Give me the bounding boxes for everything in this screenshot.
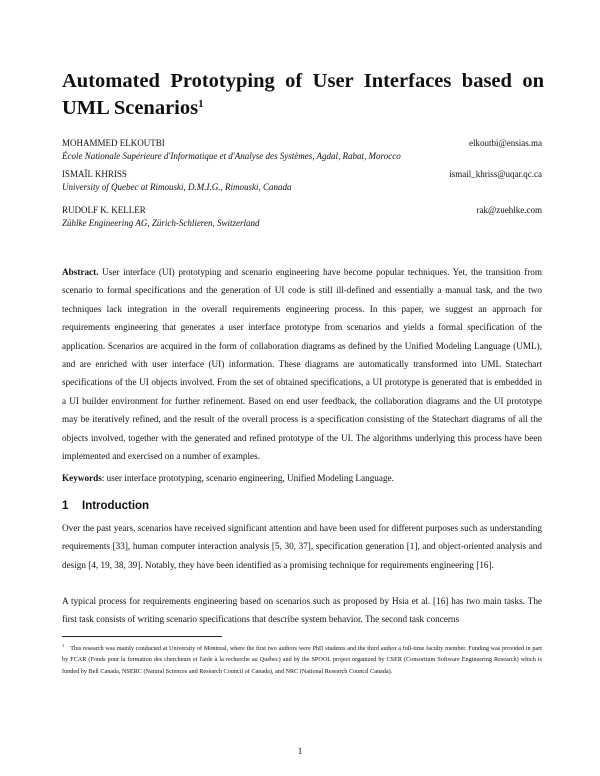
keywords-text: : user interface prototyping, scenario engineering, Unified Modeling Language. [101,473,394,483]
author-block-1 [62,137,542,163]
footnote [62,640,542,677]
section-heading [62,500,149,512]
keywords-label: Keywords [62,473,102,483]
footnote-text: This research was mainly conducted at University of Montreal, where the first two authors were PhD students and the third author a full-time faculty member. Funding was provided in part by FCAR (Fonds pour la formation des chercheurs et l'aide à la recherche au Québec) and by the SPOOL project organized by CSER (Consortium Software Engineering Research) which is funded by Bell Canada, NSERC (Natural Sciences and Research Council of Canada), and NRC (National Research Council Canada). [62,645,542,675]
section-number: 1 [62,500,69,512]
author-block-2 [62,168,542,194]
intro-paragraph-2: A typical process for requirements engineering based on scenarios such as proposed by Hsia et al. [16] has two main tasks. The first task consists of writing scenario specifications that describe system behavior. The second task concerns [62,596,542,625]
author-block-3 [62,204,542,230]
author-email: elkoutbi@ensias.ma [468,138,542,148]
author-name: ISMAÏL KHRISS [62,169,127,179]
author-email: ismail_khriss@uqar.qc.ca [449,169,542,179]
footnote-divider [62,636,222,637]
abstract-text: User interface (UI) prototyping and scenario engineering have become popular techniques. Yet, the transition from scenario to formal specifications and the generation of UI code is still ill-defined and essentially a manual task, and the two techniques lack integration in the overall requirements engineering process. In this paper, we suggest an approach for requirements engineering that generates a user interface prototype from scenarios and yields a formal specification of the application. Scenarios are acquired in the form of collaboration diagrams as defined by the Unified Modeling Language (UML), and are enriched with user interface (UI) information. These diagrams are automatically transformed into UML Statechart specifications of the UI objects involved. From the set of obtained specifications, a UI prototype is generated that is embedded in a UI builder environment for further refinement. Based on end user feedback, the collaboration diagrams and the UI prototype may be iteratively refined, and the result of the overall process is a specification consisting of the Statechart diagrams of all the objects involved, together with the generated and refined prototype of the UI. The algorithms underlying this process have been implemented and exercised on a number of examples. [62,267,543,462]
abstract-label: Abstract. [62,267,99,277]
author-affiliation: Zühlke Engineering AG, Zürich-Schlieren, Switzerland [62,218,260,228]
section-title-text: Introduction [82,500,150,512]
keywords [62,469,542,487]
author-email: rak@zuehlke.com [476,205,542,215]
author-name: MOHAMMED ELKOUTBI [62,138,165,148]
author-name: RUDOLF K. KELLER [62,205,146,215]
abstract [62,263,542,465]
footnote-mark: 1 [62,643,65,648]
intro-paragraph-1: Over the past years, scenarios have received significant attention and have been used for different purposes such as understanding requirements [33], human computer interaction analysis [5, 30, 37], specification generation [1], and object-oriented analysis and design [4, 19, 38, 39]. Notably, they have been identified as a promising technique for requirements engineering [16]. [62,523,542,570]
paper-title [62,70,544,120]
title-footnote-mark: 1 [198,98,204,110]
author-affiliation: University of Quebec at Rimouski, D.M.I.G., Rimouski, Canada [62,182,292,192]
author-affiliation: École Nationale Supérieure d'Informatique et d'Analyse des Systèmes, Agdal, Rabat, Morocco [62,151,401,161]
page-number: 1 [297,746,303,756]
paper-title-text: Automated Prototyping of User Interfaces based on UML Scenarios [62,70,544,119]
